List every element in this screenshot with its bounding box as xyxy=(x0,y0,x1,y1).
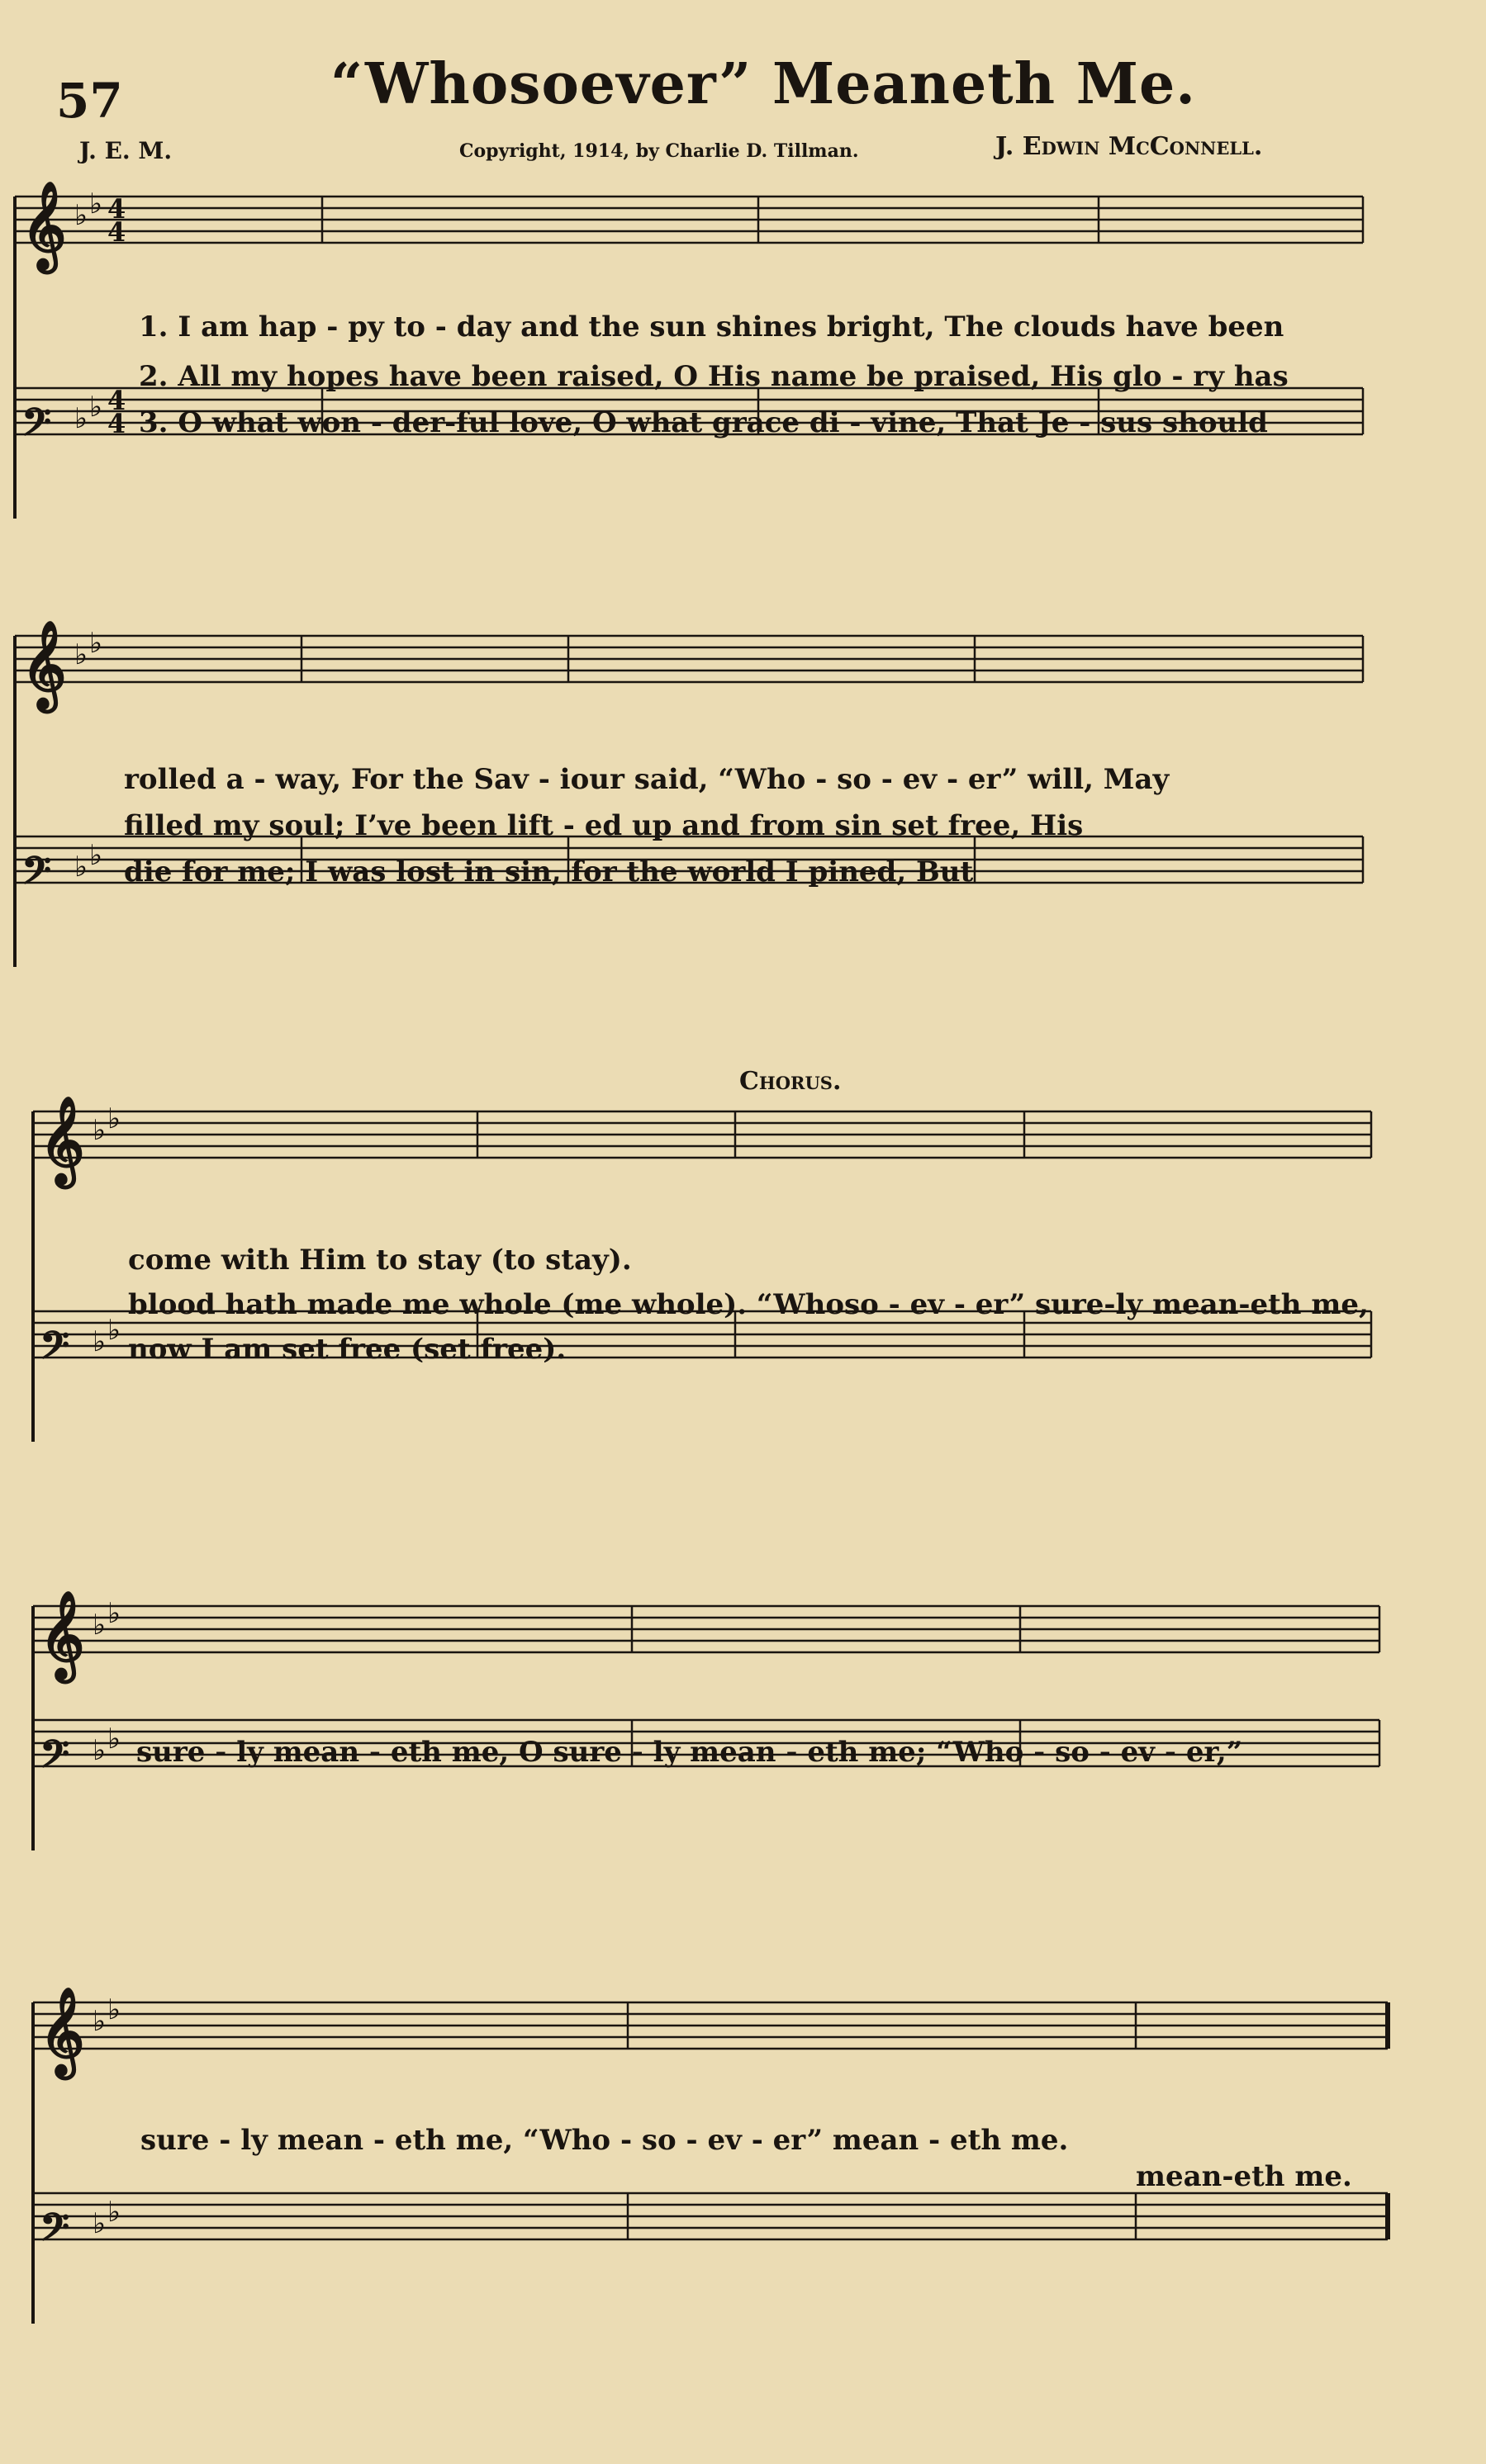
treble-clef-icon: 𝄞 xyxy=(40,1095,85,1184)
lyric-text: 3. O what won - der-ful love, O what grace di - vine, That Je - sus should xyxy=(139,406,1268,439)
flat-icon: ♭ xyxy=(93,1325,107,1358)
lyric-text: mean-eth me. xyxy=(1136,2160,1352,2193)
lyric-text: die for me; I was lost in sin, for the world I pined, But xyxy=(124,855,974,888)
flat-icon: ♭ xyxy=(93,1114,107,1147)
time-signature-numerator: 4 xyxy=(107,385,126,416)
bass-clef-icon: 𝄢 xyxy=(40,1732,70,1786)
flat-icon: ♭ xyxy=(107,1993,121,2026)
treble-clef-icon: 𝄞 xyxy=(21,619,67,708)
flat-icon: ♭ xyxy=(93,2207,107,2240)
lyric-text: rolled a - way, For the Sav - iour said, “Who - so - ev - er” will, May xyxy=(124,763,1170,796)
lyric-text: now I am set free (set free). xyxy=(128,1333,567,1366)
flat-icon: ♭ xyxy=(93,1734,107,1767)
treble-clef-icon: 𝄞 xyxy=(40,1590,85,1679)
lyric-text: filled my soul; I’ve been lift - ed up and from sin set free, His xyxy=(124,809,1084,842)
flat-icon: ♭ xyxy=(107,2196,121,2229)
lyric-text: 2. All my hopes have been raised, O His name be praised, His glo - ry has xyxy=(139,360,1289,393)
flat-icon: ♭ xyxy=(74,199,88,232)
time-signature-denominator: 4 xyxy=(107,216,126,248)
flat-icon: ♭ xyxy=(107,1314,121,1347)
lyricist-initials: J. E. M. xyxy=(79,137,173,164)
lyric-text: sure - ly mean - eth me, O sure - ly mean - eth me; “Who - so - ev - er,” xyxy=(136,1736,1243,1769)
flat-icon: ♭ xyxy=(89,627,103,660)
lyric-text: blood hath made me whole (me whole). “Whoso - ev - er” sure-ly mean-eth me, xyxy=(128,1288,1369,1321)
bass-clef-icon: 𝄢 xyxy=(21,400,52,454)
flat-icon: ♭ xyxy=(89,839,103,872)
bass-clef-icon: 𝄢 xyxy=(40,2205,70,2259)
bass-clef-icon: 𝄢 xyxy=(21,848,52,903)
flat-icon: ♭ xyxy=(74,638,88,671)
lyric-text: come with Him to stay (to stay). xyxy=(128,1244,632,1277)
lyric-text: 1. I am hap - py to - day and the sun shines bright, The clouds have been xyxy=(139,310,1284,344)
time-signature-numerator: 4 xyxy=(107,193,126,225)
flat-icon: ♭ xyxy=(74,851,88,884)
flat-icon: ♭ xyxy=(107,1597,121,1630)
composer-credit: J. Edwin McConnell. xyxy=(995,132,1263,161)
flat-icon: ♭ xyxy=(93,1609,107,1642)
flat-icon: ♭ xyxy=(89,391,103,424)
chorus-label: Chorus. xyxy=(739,1067,842,1096)
bass-clef-icon: 𝄢 xyxy=(40,1323,70,1377)
lyric-text: sure - ly mean - eth me, “Who - so - ev - er” mean - eth me. xyxy=(140,2124,1069,2157)
copyright-notice: Copyright, 1914, by Charlie D. Tillman. xyxy=(459,140,859,162)
treble-clef-icon: 𝄞 xyxy=(21,180,67,269)
flat-icon: ♭ xyxy=(107,1102,121,1135)
flat-icon: ♭ xyxy=(89,187,103,220)
hymn-title: “Whosoever” Meaneth Me. xyxy=(330,51,1196,117)
flat-icon: ♭ xyxy=(93,2005,107,2038)
hymn-number: 57 xyxy=(56,73,123,129)
flat-icon: ♭ xyxy=(74,402,88,435)
flat-icon: ♭ xyxy=(107,1722,121,1756)
time-signature-denominator: 4 xyxy=(107,408,126,439)
treble-clef-icon: 𝄞 xyxy=(40,1986,85,2075)
